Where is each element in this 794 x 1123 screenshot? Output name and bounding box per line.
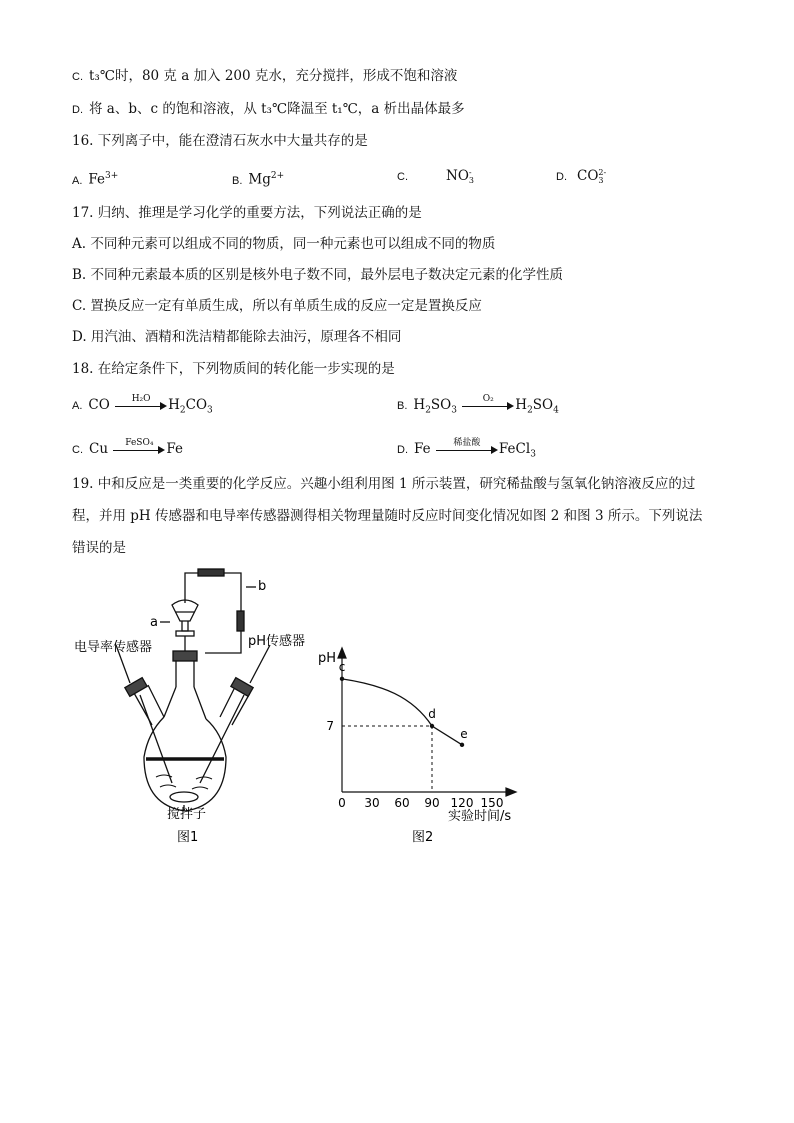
q16-option-c: C. NO - 3 <box>397 167 474 185</box>
figure1-apparatus <box>60 565 320 855</box>
q17-option-b: B. 不同种元素最本质的区别是核外电子数不同，最外层电子数决定元素的化学性质 <box>72 267 564 283</box>
reaction-arrow-icon: FeSO₄ <box>113 443 165 457</box>
point-label-d: d <box>428 707 436 721</box>
x-tick-label: 0 <box>338 796 346 810</box>
q17-option-c: C. 置换反应一定有单质生成，所以有单质生成的反应一定是置换反应 <box>72 298 482 314</box>
q18-option-d: D. Fe 稀盐酸 FeCl$_3$ <box>397 437 536 460</box>
figure2-ph-chart <box>316 640 536 850</box>
figure1-ph-sensor-label: pH传感器 <box>248 634 306 649</box>
reaction-arrow-icon: H₂O <box>115 399 167 413</box>
x-tick-label: 120 <box>450 796 474 810</box>
q17-option-d: D. 用汽油、酒精和洗洁精都能除去油污，原理各不相同 <box>72 329 402 345</box>
point-label-e: e <box>460 726 468 741</box>
figure1-label-a: a <box>150 615 158 630</box>
figure2-ylabel: pH <box>318 651 337 666</box>
x-tick-label: 30 <box>364 796 380 810</box>
figure2-caption: 图2 <box>412 830 434 845</box>
data-point-c <box>340 677 344 681</box>
y-tick-label: 7 <box>326 719 334 733</box>
reaction-arrow-icon: O₂ <box>462 399 514 413</box>
x-tick-label: 150 <box>480 796 504 810</box>
figure1-label-b: b <box>258 579 267 594</box>
q15-option-c: C. t₃℃时，80 克 a 加入 200 克水，充分搅拌，形成不饱和溶液 <box>72 68 458 84</box>
q18-option-a: A. CO H₂O $H_2CO_3$ <box>72 393 213 416</box>
figure2-xlabel: 实验时间/s <box>448 809 512 824</box>
q15-option-d: D. 将 a、b、c 的饱和溶液，从 t₃℃降温至 t₁℃，a 析出晶体最多 <box>72 101 465 117</box>
figure1-stirrer-label: 搅拌子 <box>167 807 207 822</box>
q18-option-b: B. $H_2SO_3$ O₂ $H_2SO_4$ <box>397 393 559 416</box>
x-tick-label: 60 <box>394 796 410 810</box>
q18-stem: 18. 在给定条件下，下列物质间的转化能一步实现的是 <box>72 361 395 377</box>
q16-stem: 16. 下列离子中，能在澄清石灰水中大量共存的是 <box>72 133 368 149</box>
q17-stem: 17. 归纳、推理是学习化学的重要方法，下列说法正确的是 <box>72 205 422 221</box>
ph-curve-line <box>342 679 462 745</box>
data-point-d <box>430 724 434 728</box>
q18-option-c: C. Cu FeSO₄ Fe <box>72 437 183 457</box>
reaction-arrow-icon: 稀盐酸 <box>436 443 498 457</box>
q16-option-a: A. $Fe^{3+}$ <box>72 171 119 188</box>
q17-option-a: A. 不同种元素可以组成不同的物质，同一种元素也可以组成不同的物质 <box>72 236 496 252</box>
figure1-caption: 图1 <box>177 830 199 845</box>
data-point-e <box>460 743 464 747</box>
x-tick-label: 90 <box>424 796 440 810</box>
q16-option-b: B. $Mg^{2+}$ <box>232 171 285 188</box>
q19-line3: 错误的是 <box>72 540 126 556</box>
q19-line1: 19. 中和反应是一类重要的化学反应。兴趣小组利用图 1 所示装置，研究稀盐酸与氢氧化钠溶液反应的过 <box>72 476 696 492</box>
figure1-conductivity-sensor-label: 电导率传感器 <box>74 640 153 655</box>
point-label-c: c <box>338 659 346 674</box>
q19-line2: 程，并用 pH 传感器和电导率传感器测得相关物理量随时反应时间变化情况如图 2 和图 3 所示。下列说法 <box>72 508 703 524</box>
q16-option-d: D. CO 2- 3 <box>556 167 607 185</box>
